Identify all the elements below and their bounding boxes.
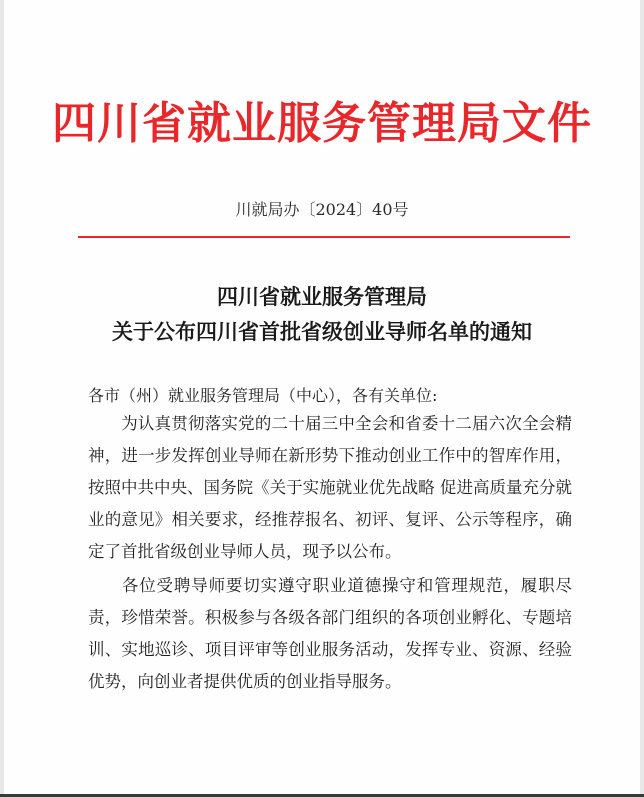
body-paragraph-2-text: 各位受聘导师要切实遵守职业道德操守和管理规范，履职尽责，珍惜荣誉。积极参与各级各部门组织的各项创业孵化、专题培训、实地巡诊、项目评审等创业服务活动，发挥专业、资源、经验优势，向创业者提供优质的创业指导服务。 — [88, 576, 572, 691]
notice-title-line-1: 四川省就业服务管理局 — [217, 285, 427, 309]
body-paragraph-1 — [88, 408, 572, 568]
document-number: 川就局办〔2024〕40号 — [235, 200, 409, 219]
document-header-title: 四川省就业服务管理局文件 — [52, 98, 592, 149]
red-divider-line — [78, 236, 570, 238]
body-paragraph-1-text: 为认真贯彻落实党的二十届三中全会和省委十二届六次全会精神，进一步发挥创业导师在新形势下推动创业工作中的智库作用，按照中共中央、国务院《关于实施就业优先战略 促进高质量充分就业的意见》相关要求，经推荐报名、初评、复评、公示等程序，确定了首批省级创业导师人员，现予以公布。 — [88, 414, 572, 561]
body-paragraph-2 — [88, 570, 572, 698]
salutation: 各市（州）就业服务管理局（中心），各有关单位: — [88, 386, 438, 405]
notice-title-line-2: 关于公布四川省首批省级创业导师名单的通知 — [112, 320, 532, 344]
